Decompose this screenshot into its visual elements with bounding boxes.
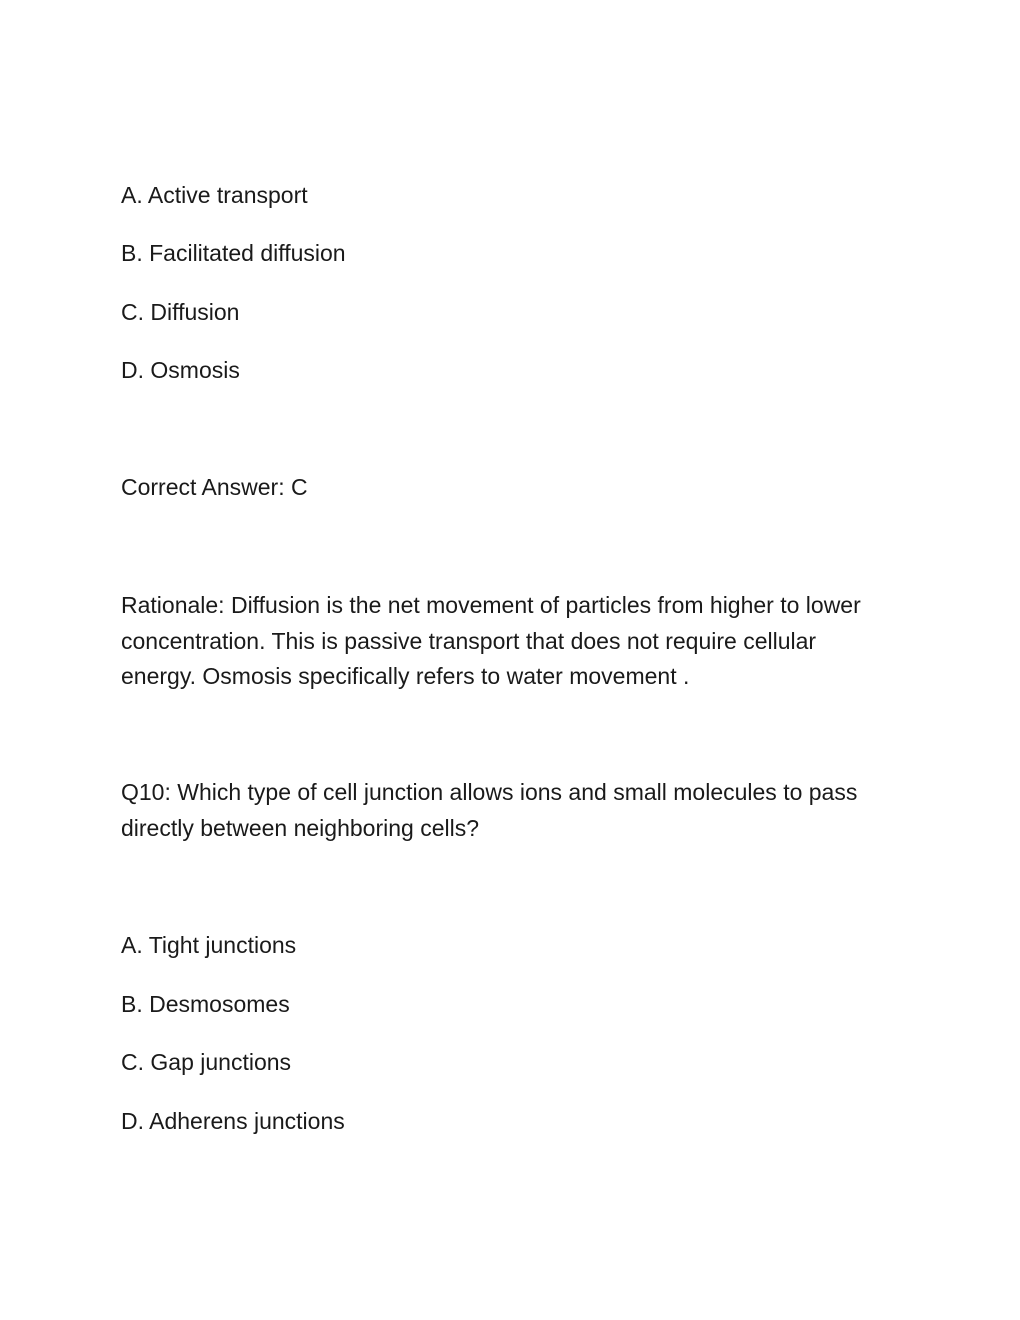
q10-option-c: C. Gap junctions [121, 1049, 292, 1075]
q9-option-b: B. Facilitated diffusion [121, 240, 346, 266]
q10-question-text: Q10: Which type of cell junction allows ions and small molecules to pass directly between neighboring cells? [121, 779, 858, 841]
q9-option-c: C. Diffusion [121, 299, 240, 325]
q10-option-d: D. Adherens junctions [121, 1108, 345, 1134]
q9-rationale: Rationale: Diffusion is the net movement of particles from higher to lower concentration. This is passive transport that does not require cellular energy. Osmosis specifically refers to water movement . [121, 592, 861, 689]
q10-option-a: A. Tight junctions [121, 932, 297, 958]
q10-option-b: B. Desmosomes [121, 991, 290, 1017]
q9-option-d: D. Osmosis [121, 357, 240, 383]
q9-correct-answer: Correct Answer: C [121, 474, 308, 500]
q9-option-a: A. Active transport [121, 182, 308, 208]
